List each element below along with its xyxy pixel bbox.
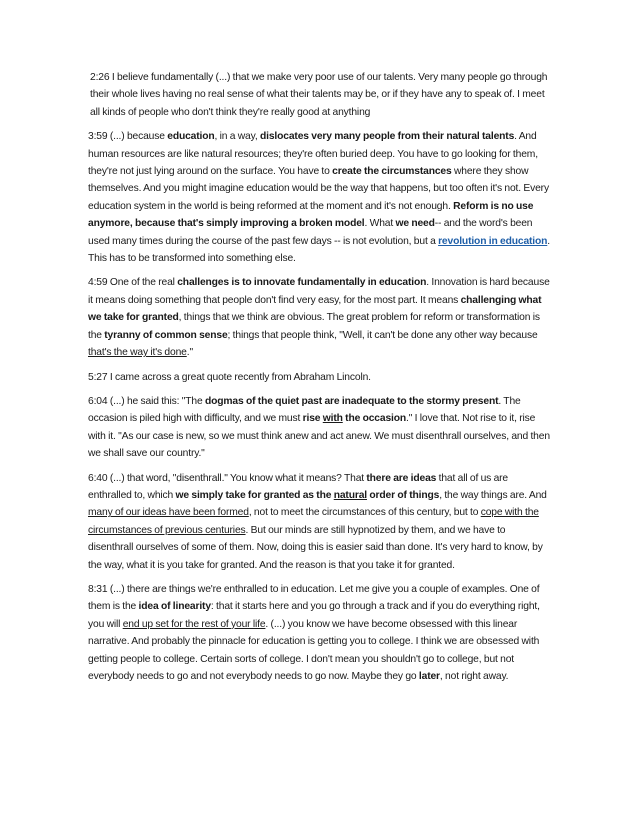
text-run: ." (186, 347, 193, 359)
bold-phrase: we need (395, 218, 435, 230)
bold-phrase: education (167, 131, 215, 143)
text-run: , things that we think are obvious. The great problem for reform or transformation is the (88, 312, 540, 341)
text-run: . What (364, 218, 396, 230)
text-run: . And human resources are like natural resources; they're often buried deep. You have to go looking for them, they're not just lying around on the surface. You have to (88, 131, 538, 178)
bold-phrase: the occasion (342, 413, 407, 425)
paragraph-4-59 (88, 274, 550, 361)
bold-phrase: rise (302, 413, 323, 425)
text-run: 6:40 (...) that word, "disenthrall." You know what it means? That (88, 472, 367, 484)
bold-phrase: we simply take for granted as the (175, 489, 334, 501)
text-run: : that it starts here and you go through a track and if you do everything right, you will (88, 601, 540, 630)
text-run: ." I love that. Not rise to it, rise with it. "As our case is new, so we must think anew and act anew. We must disenthrall ourselves, and then we shall save our country." (88, 413, 550, 460)
bold-phrase: there are ideas (366, 472, 437, 484)
text-run: 4:59 One of the real (88, 277, 178, 289)
text-run: , not to meet the circumstances of this century, but to (248, 507, 481, 519)
bold-underlined-phrase: natural (333, 489, 367, 501)
underlined-phrase: cope with the circumstances of previous centuries (88, 507, 539, 536)
text-run: 6:04 (...) he said this: "The (88, 395, 205, 407)
bold-phrase: challenging what we take for granted (88, 294, 542, 324)
bold-phrase: dogmas of the quiet past are inadequate to the stormy present (204, 395, 499, 407)
text-run: that all of us are enthralled to, which (88, 472, 509, 501)
text-run: 5:27 I came across a great quote recently from Abraham Lincoln. (88, 371, 371, 383)
bold-phrase: idea of linearity (138, 601, 211, 613)
text-run: ; things that people think, "Well, it can't be done any other way because (227, 329, 538, 341)
document-page (88, 69, 550, 692)
text-run: -- and the word's been used many times during the course of the past few days -- is not evolution, but a (88, 218, 533, 247)
text-run: 8:31 (...) there are things we're enthralled to in education. Let me give you a couple of examples. One of them is the (88, 583, 540, 613)
paragraph-2-26 (88, 69, 550, 121)
bold-phrase: dislocates very many people from their natural talents (259, 131, 515, 143)
bold-phrase: create the circumstances (332, 166, 452, 178)
text-run: , in a way, (214, 131, 260, 143)
underlined-phrase: many of our ideas have been formed (88, 507, 249, 519)
paragraph-6-04 (88, 393, 550, 463)
text-run: . But our minds are still hypnotized by them, and we have to disenthrall ourselves of some of them. Now, doing this is easier said than done. It's very hard to know, by the way, what it is you take for granted. And the reason is that you take it for granted. (88, 524, 543, 571)
text-run: . (...) you know we have become obsessed with this linear narrative. And probably the pinnacle for education is getting you to college. I think we are obsessed with getting people to college. Certain sorts of college. I don't mean you shouldn't go to college, but not everybody needs to go and not everybody needs to go now. Maybe they go (88, 618, 540, 682)
underlined-phrase: end up set for the rest of your life (122, 618, 266, 630)
paragraph-5-27 (88, 369, 550, 386)
text-run: 3:59 (...) because (88, 131, 168, 143)
underlined-phrase: that's the way it's done (88, 347, 187, 359)
bold-phrase: tyranny of common sense (104, 329, 228, 341)
bold-phrase: order of things (367, 489, 440, 501)
text-run: . Innovation is hard because it means doing something that people don't find very easy, for the most part. It means (88, 277, 550, 306)
text-run: . The occasion is piled high with difficulty, and we must (88, 395, 521, 425)
paragraph-8-31 (88, 581, 550, 685)
paragraph-3-59 (88, 128, 550, 267)
text-run: where they show themselves. And you might imagine education would be the way that happens, but too often it's not. Every education system in the world is being reformed at the moment and it's not enough. (88, 166, 549, 212)
bold-phrase: Reform is no use anymore, because that's simply improving a broken model (88, 200, 534, 230)
revolution-in-education-link[interactable]: revolution in education (438, 235, 548, 247)
paragraph-6-40 (88, 470, 550, 574)
bold-underlined-phrase: with (322, 413, 343, 425)
text-run: 2:26 I believe fundamentally (...) that we make very poor use of our talents. Very many people go through their whole lives having no real sense of what their talents may be, or if they have any to speak of. I meet all kinds of people who don't think they're really good at anything (90, 72, 548, 118)
text-run: , not right away. (439, 671, 509, 682)
text-run: . This has to be transformed into something else. (88, 235, 551, 265)
bold-phrase: challenges is to innovate fundamentally in education (177, 277, 427, 289)
text-run: , the way things are. And (439, 489, 547, 501)
bold-phrase: later (418, 671, 440, 682)
